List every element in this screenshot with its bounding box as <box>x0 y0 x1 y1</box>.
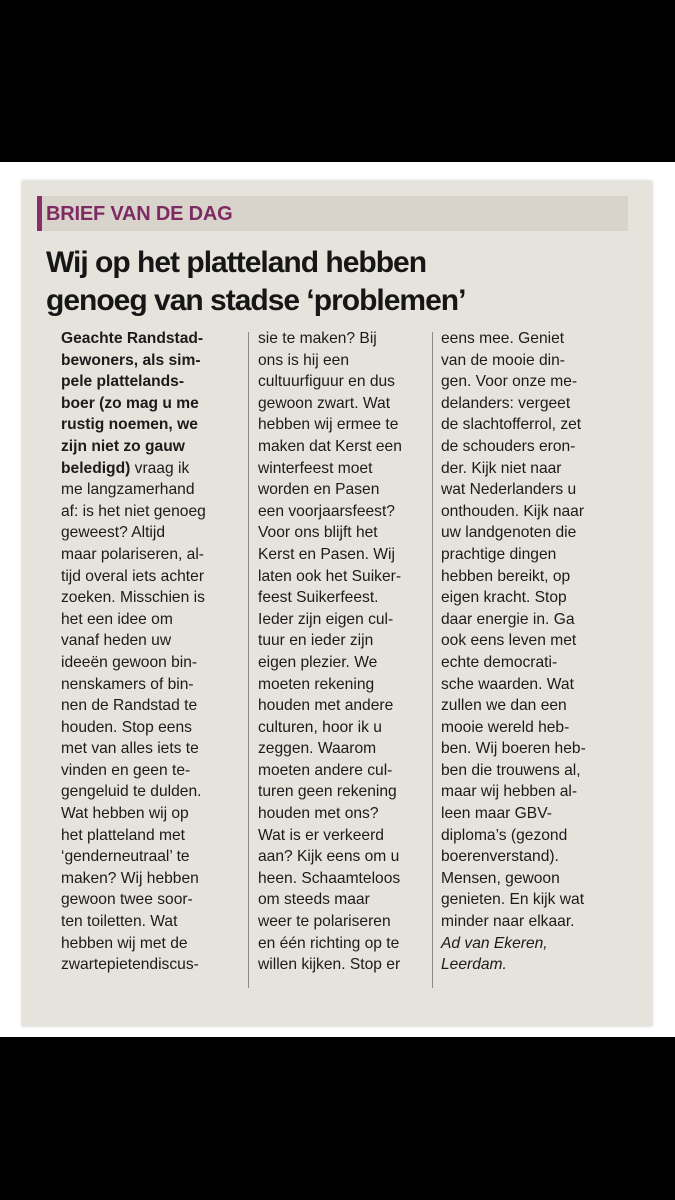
body-text-run: de slachtofferrol, zet <box>441 416 582 434</box>
body-text-run: om steeds maar <box>258 891 370 909</box>
body-text-line <box>441 544 631 566</box>
body-text-line <box>441 393 631 415</box>
body-text-run: laten ook het Suiker- <box>258 567 402 585</box>
body-text-line <box>61 436 251 458</box>
body-text-run: rustig noemen, we <box>61 416 198 434</box>
headline-line: genoeg van stadse ‘problemen’ <box>46 284 466 317</box>
body-text-run: houden met andere <box>258 697 394 715</box>
body-text-line <box>441 695 631 717</box>
body-text-run: vraag ik <box>130 459 190 477</box>
body-text-run: Leerdam. <box>441 956 507 974</box>
body-text-line <box>61 587 251 609</box>
body-text-run: gewoon twee soor- <box>61 891 193 909</box>
body-text-line <box>61 544 251 566</box>
body-text-run: uw landgenoten die <box>441 524 577 542</box>
body-text-line <box>61 781 251 803</box>
body-text-run: zoeken. Misschien is <box>61 589 205 607</box>
body-text-run: daar energie in. Ga <box>441 610 575 628</box>
body-text-line <box>61 609 251 631</box>
body-text-run: ideeën gewoon bin- <box>61 653 198 671</box>
body-text-line <box>441 760 631 782</box>
body-text-line <box>441 479 631 501</box>
body-text-run: boer (zo mag u me <box>61 394 199 412</box>
body-text-run: gen. Voor onze me- <box>441 373 578 391</box>
body-text-line <box>61 414 251 436</box>
body-text-run: maken? Wij hebben <box>61 869 199 887</box>
body-text-run: zullen we dan een <box>441 697 567 715</box>
body-text-line <box>258 738 448 760</box>
body-text-run: sie te maken? Bij <box>258 330 377 347</box>
body-text-line <box>258 371 448 393</box>
body-text-run: culturen, hoor ik u <box>258 718 382 736</box>
body-text-run: worden en Pasen <box>258 481 380 499</box>
body-text-run: eigen plezier. We <box>258 653 378 671</box>
article-column-1 <box>61 328 251 976</box>
body-text-line <box>258 458 448 480</box>
body-text-line <box>441 652 631 674</box>
body-text-line <box>61 479 251 501</box>
body-text-run: weer te polariseren <box>258 913 391 931</box>
body-text-line <box>61 954 251 976</box>
body-text-line <box>441 868 631 890</box>
body-text-line <box>258 717 448 739</box>
body-text-run: af: is het niet genoeg <box>61 502 206 520</box>
body-text-run: boerenverstand). <box>441 848 559 866</box>
body-text-line <box>61 911 251 933</box>
body-text-run: met van alles iets te <box>61 740 199 758</box>
body-text-run: prachtige dingen <box>441 545 557 563</box>
body-text-run: bewoners, als sim- <box>61 351 201 369</box>
headline-line: Wij op het platteland hebben <box>46 246 427 279</box>
body-text-run: echte democrati- <box>441 653 558 671</box>
body-text-line <box>441 846 631 868</box>
body-text-line <box>441 328 631 350</box>
body-text-run: nen de Randstad te <box>61 697 198 715</box>
body-text-line <box>258 328 448 350</box>
body-text-line <box>61 501 251 523</box>
body-text-line <box>258 825 448 847</box>
body-text-run: delanders: vergeet <box>441 394 571 412</box>
body-text-run: mooie wereld heb- <box>441 718 570 736</box>
body-text-run: Ad van Ekeren, <box>441 934 548 952</box>
body-text-line <box>258 609 448 631</box>
body-text-line <box>441 630 631 652</box>
body-text-line <box>258 479 448 501</box>
body-text-line <box>258 414 448 436</box>
body-text-run: heen. Schaamteloos <box>258 869 401 887</box>
body-text-run: zwartepietendiscus- <box>61 956 199 974</box>
body-text-line <box>441 911 631 933</box>
body-text-run: Ieder zijn eigen cul- <box>258 610 394 628</box>
body-text-run: winterfeest moet <box>258 459 373 477</box>
body-text-line <box>441 825 631 847</box>
headline <box>46 244 626 320</box>
body-text-run: ten toiletten. Wat <box>61 913 178 931</box>
body-text-line <box>61 717 251 739</box>
body-text-run: ook eens leven met <box>441 632 577 650</box>
body-text-line <box>258 652 448 674</box>
body-text-line <box>258 846 448 868</box>
body-text-run: Wat hebben wij op <box>61 805 189 823</box>
body-text-line <box>258 933 448 955</box>
body-text-line <box>258 781 448 803</box>
body-text-line <box>258 954 448 976</box>
body-text-run: feest Suikerfeest. <box>258 589 379 607</box>
body-text-line <box>61 889 251 911</box>
body-text-line <box>61 803 251 825</box>
body-text-run: beledigd) <box>61 459 131 477</box>
body-text-line <box>61 328 251 350</box>
body-text-run: tuur en ieder zijn <box>258 632 374 650</box>
body-text-line <box>258 695 448 717</box>
body-text-run: ‘genderneutraal’ te <box>61 848 190 866</box>
body-text-line <box>61 652 251 674</box>
body-text-line <box>61 350 251 372</box>
body-text-line <box>258 501 448 523</box>
body-text-run: leen maar GBV- <box>441 805 552 823</box>
body-text-run: zeggen. Waarom <box>258 740 377 758</box>
body-text-run: houden. Stop eens <box>61 718 192 736</box>
body-text-line <box>61 760 251 782</box>
body-text-line <box>441 803 631 825</box>
body-text-line <box>258 760 448 782</box>
body-text-run: gewoon zwart. Wat <box>258 394 391 412</box>
body-text-line <box>441 674 631 696</box>
body-text-line <box>258 350 448 372</box>
section-kicker: BRIEF VAN DE DAG <box>46 203 233 225</box>
body-text-line <box>441 889 631 911</box>
body-text-line <box>258 522 448 544</box>
body-text-run: der. Kijk niet naar <box>441 459 562 477</box>
body-text-run: vinden en geen te- <box>61 761 191 779</box>
body-text-line <box>258 911 448 933</box>
body-text-run: geweest? Altijd <box>61 524 166 542</box>
body-text-run: wat Nederlanders u <box>441 481 577 499</box>
body-text-run: moeten andere cul- <box>258 761 393 779</box>
body-text-run: vanaf heden uw <box>61 632 172 650</box>
body-text-run: en één richting op te <box>258 934 400 952</box>
body-text-run: Voor ons blijft het <box>258 524 378 542</box>
body-text-run: minder naar elkaar. <box>441 913 575 931</box>
article-column-2 <box>258 328 448 976</box>
body-text-run: tijd overal iets achter <box>61 567 205 585</box>
body-text-run: turen geen rekening <box>258 783 397 801</box>
body-text-run: onthouden. Kijk naar <box>441 502 585 520</box>
body-text-line <box>258 393 448 415</box>
body-text-run: maar wij hebben al- <box>441 783 578 801</box>
body-text-run: eens mee. Geniet <box>441 330 565 347</box>
body-text-run: het platteland met <box>61 826 185 844</box>
body-text-run: aan? Kijk eens om u <box>258 848 400 866</box>
body-text-line <box>61 522 251 544</box>
body-text-run: pele plattelands- <box>61 373 185 391</box>
body-text-line <box>441 436 631 458</box>
body-text-run: cultuurfiguur en dus <box>258 373 395 391</box>
body-text-line <box>61 393 251 415</box>
body-text-line <box>61 868 251 890</box>
body-text-run: houden met ons? <box>258 805 379 823</box>
body-text-line <box>441 781 631 803</box>
body-text-run: zijn niet zo gauw <box>61 437 185 455</box>
body-text-line <box>258 889 448 911</box>
body-text-line <box>61 695 251 717</box>
body-text-run: Mensen, gewoon <box>441 869 560 887</box>
body-text-line <box>258 630 448 652</box>
body-text-run: hebben wij ermee te <box>258 416 399 434</box>
body-text-line <box>61 371 251 393</box>
body-text-line <box>61 846 251 868</box>
body-text-line <box>258 803 448 825</box>
body-text-line <box>61 825 251 847</box>
body-text-line <box>61 738 251 760</box>
body-text-run: me langzamerhand <box>61 481 195 499</box>
body-text-run: Wat is er verkeerd <box>258 826 384 844</box>
body-text-run: genieten. En kijk wat <box>441 891 585 909</box>
body-text-line <box>441 350 631 372</box>
body-text-line <box>441 522 631 544</box>
body-text-line <box>258 674 448 696</box>
body-text-run: een voorjaarsfeest? <box>258 502 395 520</box>
body-text-line <box>61 630 251 652</box>
body-text-line <box>258 868 448 890</box>
body-text-line <box>258 566 448 588</box>
body-text-line <box>441 717 631 739</box>
body-text-run: moeten rekening <box>258 675 375 693</box>
body-text-line <box>441 566 631 588</box>
body-text-run: eigen kracht. Stop <box>441 589 567 607</box>
body-text-run: maken dat Kerst een <box>258 437 402 455</box>
body-text-run: ons is hij een <box>258 351 350 369</box>
body-text-run: ben. Wij boeren heb- <box>441 740 586 758</box>
body-text-line <box>61 933 251 955</box>
body-text-run: ben die trouwens al, <box>441 761 581 779</box>
body-text-line <box>441 609 631 631</box>
body-text-run: hebben bereikt, op <box>441 567 571 585</box>
body-text-run: sche waarden. Wat <box>441 675 574 693</box>
body-text-run: gengeluid te dulden. <box>61 783 202 801</box>
body-text-run: hebben wij met de <box>61 934 188 952</box>
body-text-run: willen kijken. Stop er <box>258 956 401 974</box>
body-text-run: de schouders eron- <box>441 437 576 455</box>
body-text-line <box>258 587 448 609</box>
body-text-line <box>441 458 631 480</box>
body-text-line <box>441 501 631 523</box>
body-text-run: het een idee om <box>61 610 173 628</box>
body-text-run: van de mooie din- <box>441 351 565 369</box>
body-text-run: Geachte Randstad- <box>61 330 204 347</box>
body-text-run: nenskamers of bin- <box>61 675 194 693</box>
body-text-line <box>61 674 251 696</box>
body-text-line <box>441 587 631 609</box>
body-text-line <box>441 954 631 976</box>
body-text-line <box>258 436 448 458</box>
body-text-line <box>61 566 251 588</box>
body-text-line <box>441 738 631 760</box>
body-text-line <box>258 544 448 566</box>
body-text-line <box>441 414 631 436</box>
body-text-run: maar polariseren, al- <box>61 545 205 563</box>
body-text-run: diploma’s (gezond <box>441 826 568 844</box>
kicker-accent-stripe <box>37 196 42 231</box>
body-text-run: Kerst en Pasen. Wij <box>258 545 395 563</box>
body-text-line <box>441 933 631 955</box>
body-text-line <box>441 371 631 393</box>
article-column-3 <box>441 328 631 976</box>
body-text-line <box>61 458 251 480</box>
